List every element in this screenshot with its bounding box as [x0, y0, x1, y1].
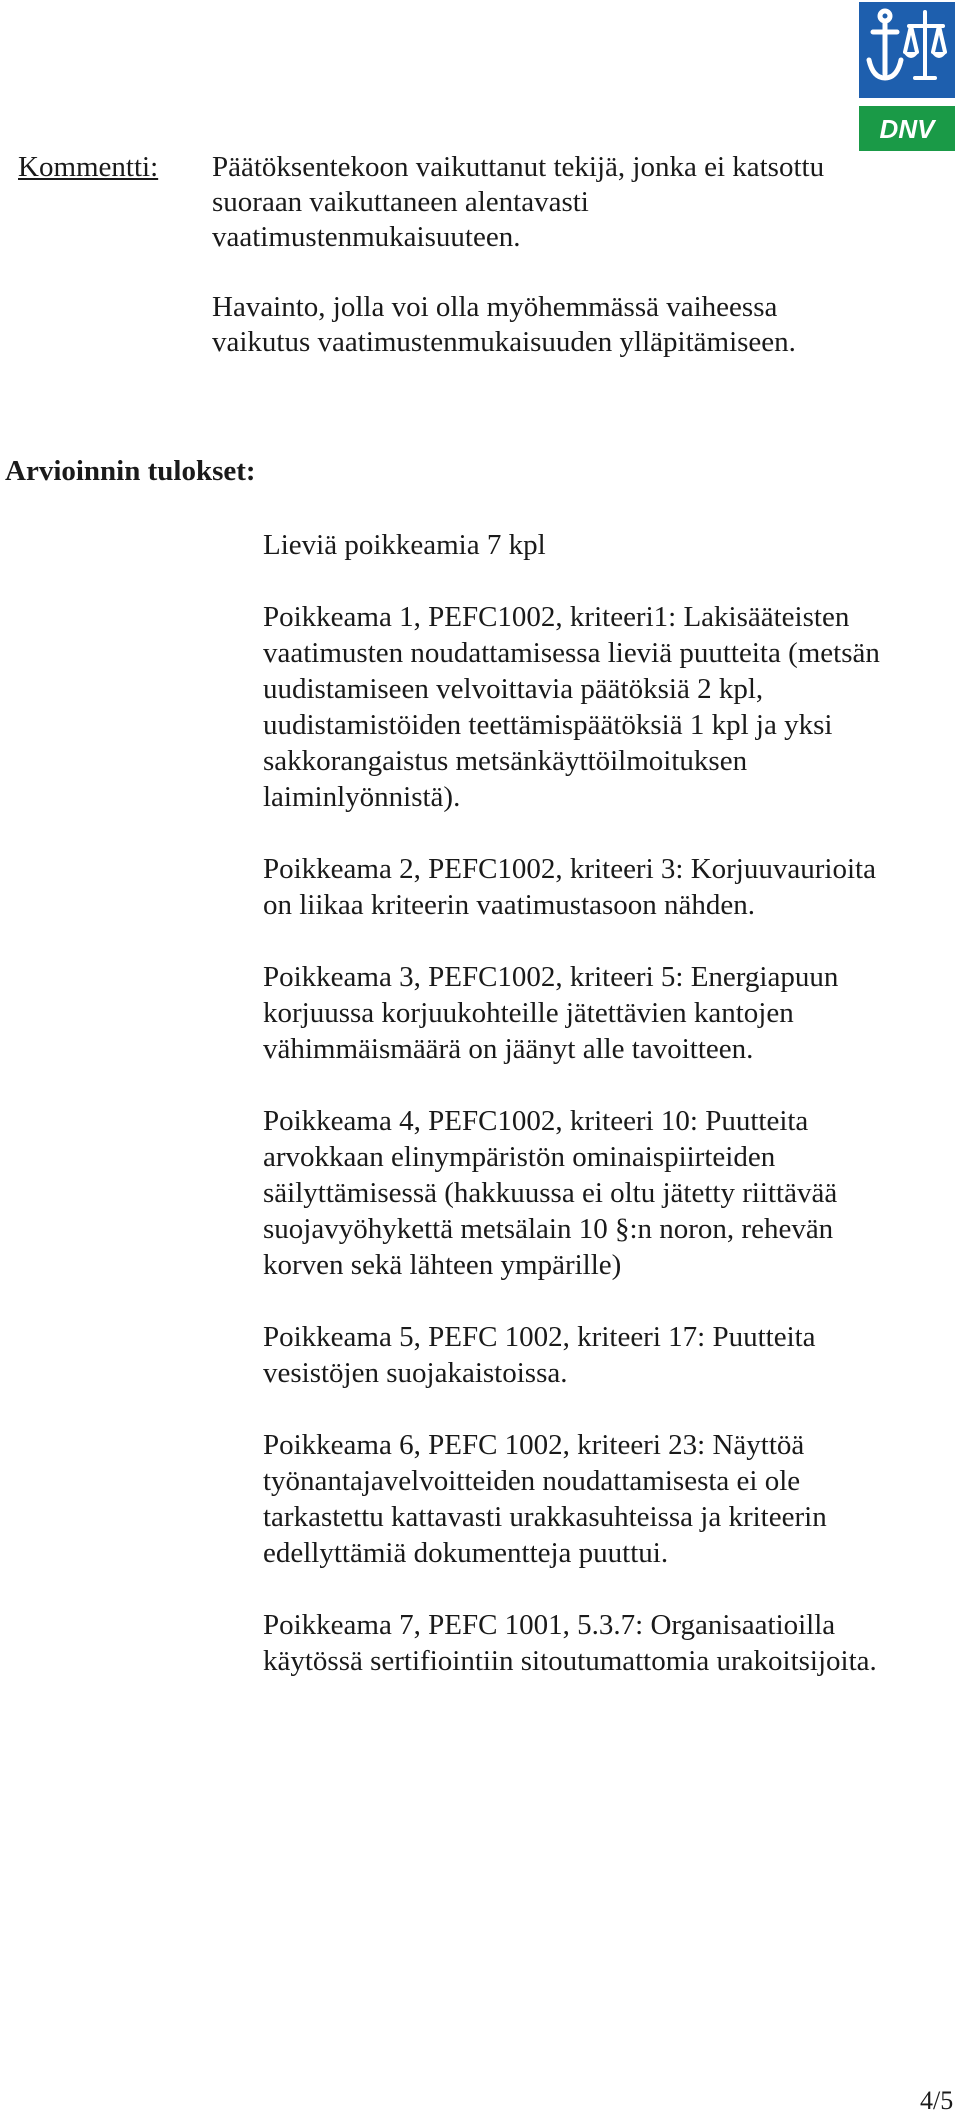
- deviation-item: Poikkeama 4, PEFC1002, kriteeri 10: Puutteita arvokkaan elinympäristön ominaispiirteiden säilyttämisessä (hakkuussa ei oltu jätetty riittävää suojavyöhykettä metsälain 10 §:n noron, rehevän korven sekä lähteen ympärille): [263, 1105, 838, 1281]
- results-list: [263, 527, 953, 1715]
- page-number: 4/5: [920, 2086, 954, 2115]
- deviation-item: Poikkeama 2, PEFC1002, kriteeri 3: Korjuuvaurioita on liikaa kriteerin vaatimustasoon nähden.: [263, 853, 876, 921]
- results-summary: Lieviä poikkeamia 7 kpl: [263, 529, 546, 561]
- comment-body: [212, 150, 912, 395]
- dnv-logo: [859, 2, 955, 151]
- deviation-item: Poikkeama 6, PEFC 1002, kriteeri 23: Näyttöä työnantajavelvoitteiden noudattamisesta ei ole tarkastettu kattavasti urakkasuhteissa ja kriteerin edellyttämiä dokumentteja puuttui.: [263, 1429, 827, 1569]
- section-title: Arvioinnin tulokset:: [5, 455, 256, 487]
- deviation-item: Poikkeama 5, PEFC 1002, kriteeri 17: Puutteita vesistöjen suojakaistoissa.: [263, 1321, 816, 1389]
- comment-paragraph: Havainto, jolla voi olla myöhemmässä vaiheessa vaikutus vaatimustenmukaisuuden ylläpitämiseen.: [212, 291, 796, 358]
- comment-paragraph: Päätöksentekoon vaikuttanut tekijä, jonka ei katsottu suoraan vaikuttaneen alentavasti vaatimustenmukaisuuteen.: [212, 151, 825, 253]
- deviation-item: Poikkeama 1, PEFC1002, kriteeri1: Lakisääteisten vaatimusten noudattamisessa lieviä puutteita (metsän uudistamiseen velvoittavia päätöksiä 2 kpl, uudistamistöiden teettämispäätöksiä 1 kpl ja yksi sakkorangaistus metsänkäyttöilmoituksen laiminlyönnistä).: [263, 601, 880, 813]
- comment-label: Kommentti:: [18, 151, 159, 183]
- deviation-item: Poikkeama 7, PEFC 1001, 5.3.7: Organisaatioilla käytössä sertifiointiin sitoutumattomia urakoitsijoita.: [263, 1609, 877, 1677]
- dnv-logo-graphic: [859, 2, 955, 151]
- deviation-item: Poikkeama 3, PEFC1002, kriteeri 5: Energiapuun korjuussa korjuukohteille jätettävien kantojen vähimmäismäärä on jäänyt alle tavoitteen.: [263, 961, 839, 1065]
- dnv-logo-lettering: DNV: [879, 114, 935, 144]
